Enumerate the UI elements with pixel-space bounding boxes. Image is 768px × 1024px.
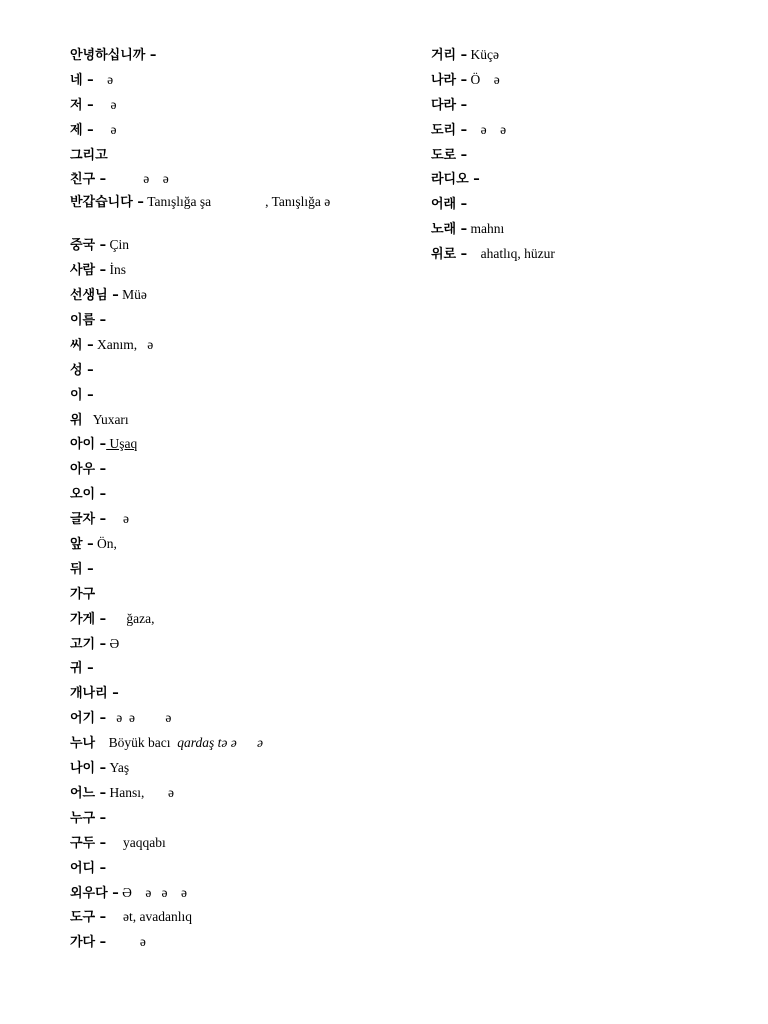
separator: –: [132, 195, 144, 211]
translation: Tanışlığa şa , Tanışlığa ə: [143, 194, 331, 210]
korean-word: 중국: [70, 238, 96, 254]
korean-word: 가게: [70, 611, 96, 627]
vocab-entry: [70, 118, 410, 143]
separator: –: [145, 48, 157, 63]
vocab-entry: [431, 242, 731, 267]
translation: Böyük bacı: [95, 735, 178, 751]
separator: –: [95, 711, 107, 727]
vocab-entry: [70, 856, 410, 881]
translation: Ə: [106, 635, 120, 651]
vocab-entry: [70, 192, 410, 233]
vocab-entry: [70, 283, 410, 308]
korean-word: 개나리: [70, 686, 108, 702]
korean-word: 구두: [70, 835, 96, 851]
korean-word: 저: [70, 97, 83, 113]
separator: –: [468, 172, 480, 188]
separator: –: [95, 512, 107, 528]
translation-italic: qardaş tə ə ə: [177, 735, 263, 751]
translation: Hansı, ə: [106, 784, 175, 800]
vocab-entry: [70, 507, 410, 532]
vocab-entry: [431, 118, 731, 143]
vocab-entry: [70, 308, 410, 333]
vocab-entry: [70, 557, 410, 582]
korean-word: 누구: [70, 810, 96, 826]
korean-word: 외우다: [70, 885, 108, 901]
korean-word: 거리: [431, 48, 457, 63]
translation: Uşaq: [106, 436, 138, 452]
translation: Yuxarı: [82, 411, 129, 427]
translation: ə: [106, 511, 130, 527]
translation: ə: [93, 121, 117, 137]
vocab-entry: [431, 143, 731, 168]
korean-word: 누나: [70, 736, 96, 752]
korean-word: 위: [70, 412, 83, 428]
korean-word: 도리: [431, 122, 457, 138]
separator: –: [95, 172, 107, 188]
translation: ə: [93, 71, 114, 87]
vocab-entry: [431, 217, 731, 242]
separator: –: [107, 288, 119, 304]
korean-word: 고기: [70, 636, 96, 652]
separator: –: [95, 761, 107, 777]
vocab-entry: [70, 681, 410, 706]
separator: –: [95, 462, 107, 478]
separator: –: [95, 611, 107, 627]
vocab-entry: [431, 43, 731, 68]
translation: Yaş: [106, 760, 130, 776]
separator: –: [95, 636, 107, 652]
korean-word: 앞: [70, 537, 83, 553]
separator: –: [95, 437, 107, 453]
korean-word: 안녕하십니까: [70, 48, 146, 63]
separator: –: [82, 72, 94, 88]
korean-word: 사람: [70, 263, 96, 279]
separator: –: [95, 860, 107, 876]
separator: –: [82, 97, 94, 113]
korean-word: 가구: [70, 586, 96, 602]
vocab-entry: [431, 192, 731, 217]
korean-word: 라디오: [431, 172, 469, 188]
korean-word: 반갑습니다: [70, 195, 133, 211]
translation: Müə: [118, 287, 147, 303]
vocab-entry: [70, 930, 410, 955]
korean-word: 다라: [431, 97, 457, 113]
translation: ə: [93, 96, 117, 112]
vocab-entry: [70, 233, 410, 258]
vocab-entry: [70, 881, 410, 906]
translation: Ö ə: [467, 71, 500, 87]
korean-word: 나라: [431, 72, 457, 88]
korean-word: 오이: [70, 487, 96, 503]
vocab-entry: [70, 68, 410, 93]
separator: –: [82, 122, 94, 138]
vocab-entry: [70, 358, 410, 383]
vocab-entry: [70, 167, 410, 192]
separator: –: [95, 785, 107, 801]
korean-word: 가다: [70, 935, 96, 951]
vocab-entry: [70, 333, 410, 358]
korean-word: 어래: [431, 197, 457, 213]
vocab-entry: [70, 632, 410, 657]
translation: Xanım, ə: [93, 336, 154, 352]
separator: –: [456, 48, 468, 63]
translation: yaqqabı: [106, 834, 166, 850]
separator: –: [95, 263, 107, 279]
vocab-entry: [70, 432, 410, 457]
vocab-entry: [431, 93, 731, 118]
separator: –: [95, 835, 107, 851]
translation: Çin: [106, 237, 130, 253]
vocab-entry: [431, 68, 731, 93]
translation: ğaza,: [106, 610, 155, 626]
vocab-entry: [70, 532, 410, 557]
korean-word: 도로: [431, 147, 457, 163]
korean-word: 도구: [70, 910, 96, 926]
separator: –: [95, 487, 107, 503]
korean-word: 선생님: [70, 288, 108, 304]
korean-word: 어디: [70, 860, 96, 876]
vocab-entry: [70, 93, 410, 118]
korean-word: 어기: [70, 711, 96, 727]
korean-word: 글자: [70, 512, 96, 528]
korean-word: 뒤: [70, 561, 83, 577]
separator: –: [107, 686, 119, 702]
separator: –: [95, 810, 107, 826]
korean-word: 아우: [70, 462, 96, 478]
vocab-entry: [70, 731, 410, 756]
translation: ə: [106, 934, 146, 950]
translation: Küçə: [467, 47, 500, 62]
korean-word: 나이: [70, 761, 96, 777]
translation: ət, avadanlıq: [106, 909, 193, 925]
korean-word: 이: [70, 387, 83, 403]
translation: Ön,: [93, 536, 117, 552]
korean-word: 그리고: [70, 147, 108, 163]
vocab-entry: [70, 43, 410, 68]
vocab-entry: [70, 806, 410, 831]
vocab-entry: [70, 143, 410, 168]
separator: –: [95, 313, 107, 329]
korean-word: 친구: [70, 172, 96, 188]
vocab-entry: [431, 167, 731, 192]
korean-word: 노래: [431, 222, 457, 238]
separator: –: [95, 935, 107, 951]
vocab-entry: [70, 482, 410, 507]
vocab-entry: [70, 706, 410, 731]
separator: –: [456, 147, 468, 163]
korean-word: 아이: [70, 437, 96, 453]
korean-word: 귀: [70, 661, 83, 677]
korean-word: 성: [70, 362, 83, 378]
separator: –: [456, 97, 468, 113]
separator: –: [82, 337, 94, 353]
vocab-entry: [70, 756, 410, 781]
korean-word: 이름: [70, 313, 96, 329]
separator: –: [456, 247, 468, 263]
translation: İns: [106, 262, 127, 278]
korean-word: 어느: [70, 785, 96, 801]
vocab-entry: [70, 582, 410, 607]
separator: –: [456, 122, 468, 138]
separator: –: [95, 238, 107, 254]
vocab-entry: [70, 607, 410, 632]
vocab-entry: [70, 408, 410, 433]
vocab-entry: [70, 905, 410, 930]
translation: ə ə ə: [106, 710, 172, 726]
separator: –: [82, 661, 94, 677]
separator: –: [107, 885, 119, 901]
translation: ə ə: [467, 121, 507, 137]
translation: Ə ə ə ə: [118, 884, 187, 900]
vocab-entry: [70, 781, 410, 806]
korean-word: 위로: [431, 247, 457, 263]
korean-word: 씨: [70, 337, 83, 353]
vocab-entry: [70, 457, 410, 482]
separator: –: [82, 537, 94, 553]
translation: ahatlıq, hüzur: [467, 246, 555, 262]
separator: –: [456, 72, 468, 88]
separator: –: [82, 362, 94, 378]
separator: –: [82, 561, 94, 577]
vocab-entry: [70, 831, 410, 856]
separator: –: [456, 222, 468, 238]
vocab-entry: [70, 258, 410, 283]
korean-word: 네: [70, 72, 83, 88]
separator: –: [456, 197, 468, 213]
korean-word: 제: [70, 122, 83, 138]
right-vocabulary-column: [431, 43, 731, 267]
vocab-entry: [70, 656, 410, 681]
vocab-entry: [70, 383, 410, 408]
translation: mahnı: [467, 221, 505, 237]
translation: ə ə: [106, 171, 169, 187]
separator: –: [82, 387, 94, 403]
left-vocabulary-column: [70, 43, 410, 955]
separator: –: [95, 910, 107, 926]
